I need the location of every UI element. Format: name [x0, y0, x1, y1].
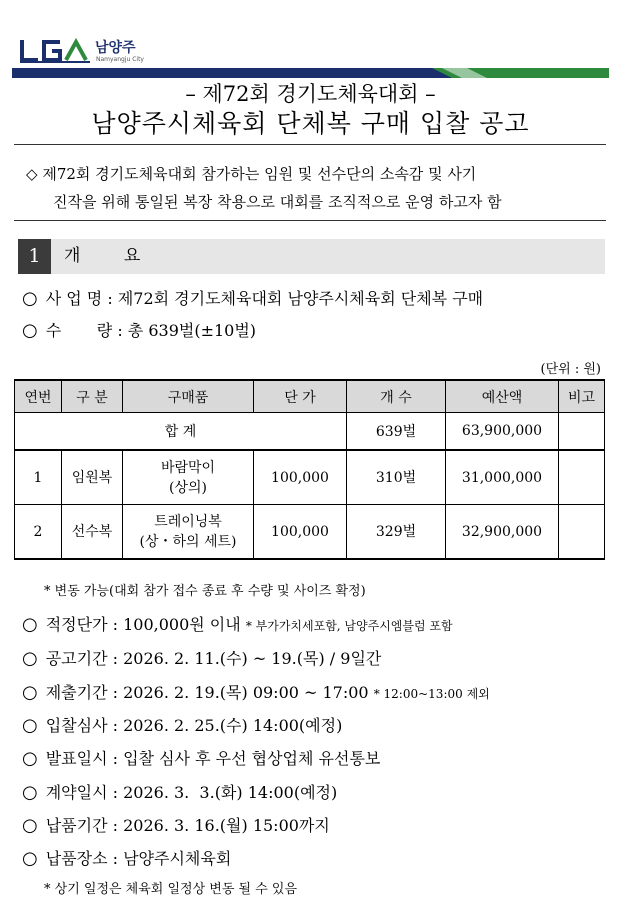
total-budget: 63,900,000: [446, 413, 559, 451]
budget-table: [14, 379, 605, 560]
table-row: [15, 505, 605, 560]
org-name-en: Namyangju City: [96, 56, 144, 63]
info-item: [22, 680, 490, 703]
info-text: 계약일시 : 2026. 3. 3.(화) 14:00(예정): [45, 783, 338, 802]
circle-bullet: ○: [22, 288, 38, 309]
item-detail: (상・하의 세트): [139, 533, 237, 550]
table-total-row: [15, 413, 605, 451]
intro: [26, 160, 596, 216]
total-count: 639벌: [347, 413, 446, 451]
col-price: 단 가: [254, 380, 347, 413]
diamond-bullet: ◇: [26, 165, 38, 183]
total-label: 합 계: [15, 413, 347, 451]
info-item: [22, 612, 453, 635]
table-row: [15, 450, 605, 505]
row-item: [123, 450, 254, 505]
item-name: 바람막이: [160, 459, 216, 476]
quantity-note: * 변동 가능(대회 참가 접수 종료 후 수량 및 사이즈 확정): [44, 584, 366, 599]
col-count: 개 수: [347, 380, 446, 413]
section-number: 1: [18, 239, 51, 274]
row-category: 선수복: [62, 505, 123, 560]
top-rule: [14, 144, 606, 145]
info-item: [22, 746, 380, 769]
row-no: 1: [15, 450, 62, 505]
col-note: 비고: [559, 380, 605, 413]
row-count: 310벌: [347, 450, 446, 505]
circle-bullet: ○: [22, 782, 38, 803]
col-item: 구매품: [123, 380, 254, 413]
info-text: 입찰심사 : 2026. 2. 25.(수) 14:00(예정): [45, 716, 343, 735]
row-category: 임원복: [62, 450, 123, 505]
circle-bullet: ○: [22, 648, 38, 669]
overview-project: [22, 286, 483, 309]
info-item: [22, 813, 330, 836]
title-line1: – 제72회 경기도체육대회 –: [185, 82, 436, 106]
row-no: 2: [15, 505, 62, 560]
row-price: 100,000: [254, 505, 347, 560]
info-text: 제출기간 : 2026. 2. 19.(목) 09:00 ~ 17:00: [45, 683, 369, 702]
info-item: [22, 780, 337, 803]
info-note: * 12:00~13:00 제외: [373, 687, 490, 701]
unit-label: (단위 : 원): [540, 362, 601, 377]
title-line2: 남양주시체육회 단체복 구매 입찰 공고: [91, 109, 530, 138]
item-name: 트레이닝복: [154, 513, 222, 530]
info-note: * 부가가치세포함, 남양주시엠블럼 포함: [245, 619, 453, 633]
circle-bullet: ○: [22, 748, 38, 769]
circle-bullet: ○: [22, 848, 38, 869]
info-text: 발표일시 : 입찰 심사 후 우선 협상업체 유선통보: [45, 749, 381, 768]
overview-quantity-text: 수 량 : 총 639벌(±10벌): [45, 321, 257, 340]
org-name-ko: 남양주: [95, 40, 136, 56]
row-note: [559, 505, 605, 560]
circle-bullet: ○: [22, 715, 38, 736]
info-text: 납품기간 : 2026. 3. 16.(월) 15:00까지: [45, 816, 330, 835]
intro-line1: 제72회 경기도체육대회 참가하는 임원 및 선수단의 소속감 및 사기: [42, 165, 477, 183]
row-count: 329벌: [347, 505, 446, 560]
row-price: 100,000: [254, 450, 347, 505]
circle-bullet: ○: [22, 614, 38, 635]
col-no: 연번: [15, 380, 62, 413]
col-budget: 예산액: [446, 380, 559, 413]
row-note: [559, 450, 605, 505]
section-label: 개 요: [64, 246, 141, 266]
col-category: 구 분: [62, 380, 123, 413]
overview-project-text: 사 업 명 : 제72회 경기도체육대회 남양주시체육회 단체복 구매: [45, 289, 484, 308]
row-budget: 32,900,000: [446, 505, 559, 560]
info-item: [22, 646, 381, 669]
schedule-note: * 상기 일정은 체육회 일정상 변동 될 수 있음: [44, 882, 298, 897]
info-text: 납품장소 : 남양주시체육회: [45, 849, 232, 868]
section-header: [18, 239, 605, 274]
total-note: [559, 413, 605, 451]
table-header-row: [15, 380, 605, 413]
circle-bullet: ○: [22, 815, 38, 836]
overview-quantity: [22, 318, 256, 341]
row-budget: 31,000,000: [446, 450, 559, 505]
header-band: [12, 68, 609, 78]
circle-bullet: ○: [22, 682, 38, 703]
item-detail: (상의): [169, 479, 207, 496]
circle-bullet: ○: [22, 320, 38, 341]
intro-rule: [14, 220, 606, 221]
info-text: 공고기간 : 2026. 2. 11.(수) ~ 19.(목) / 9일간: [45, 649, 382, 668]
intro-line2: 진작을 위해 통일된 복장 착용으로 대회를 조직적으로 운영 하고자 함: [53, 193, 502, 211]
info-text: 적정단가 : 100,000원 이내: [45, 615, 241, 634]
info-item: [22, 713, 342, 736]
info-item: [22, 846, 231, 869]
row-item: [123, 505, 254, 560]
